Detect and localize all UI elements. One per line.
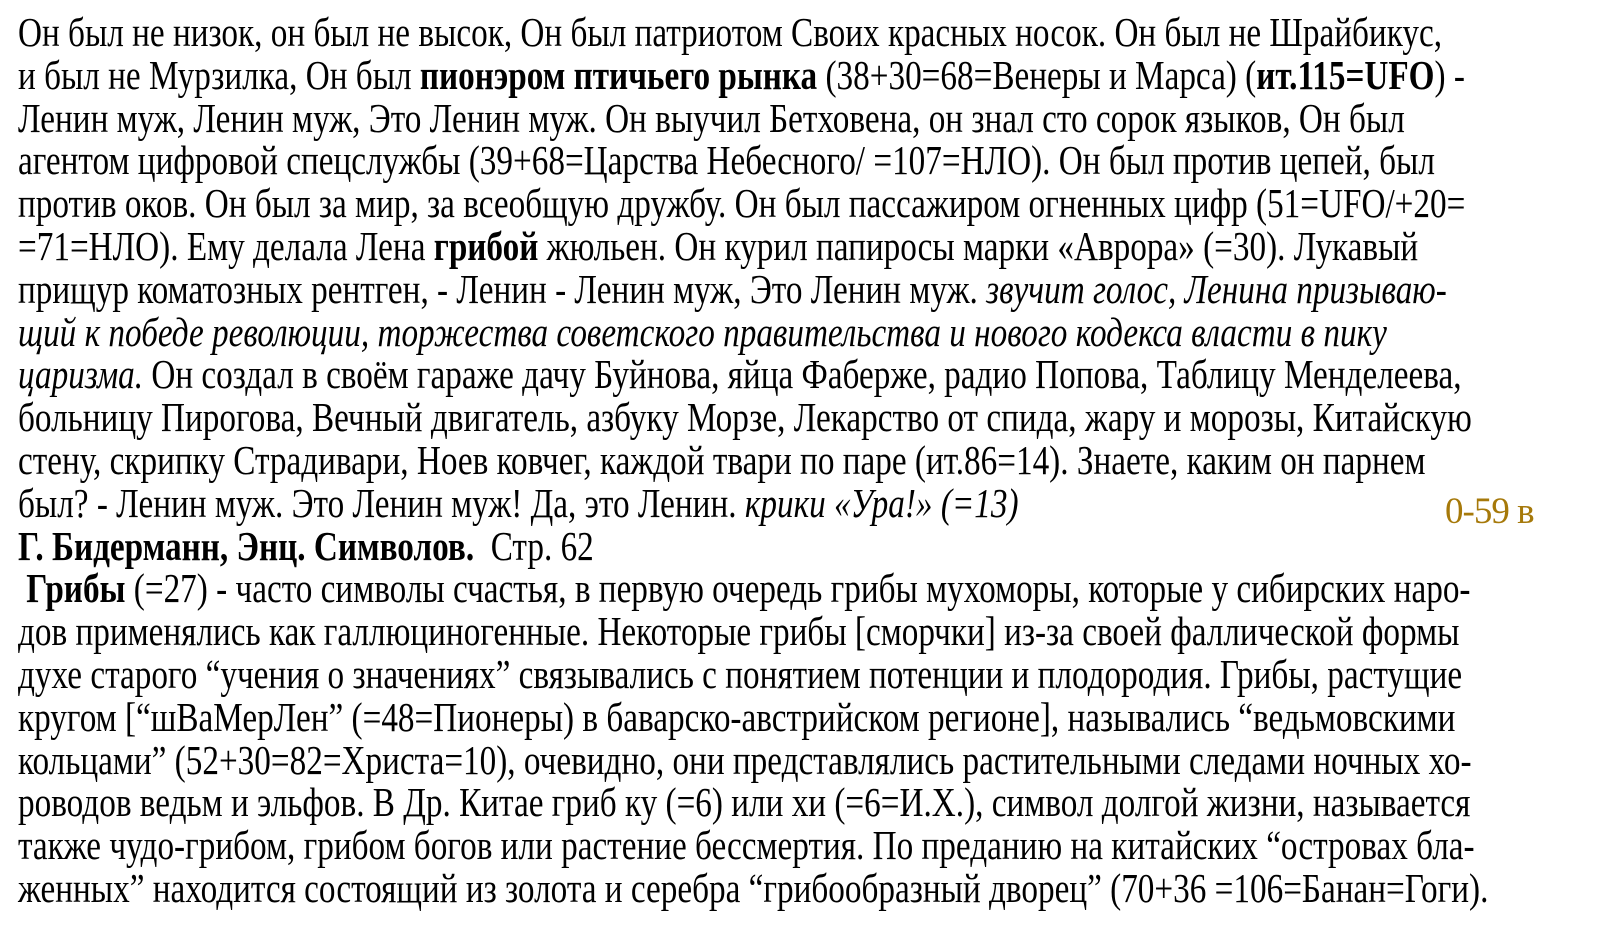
text-line xyxy=(18,610,1600,653)
text-line xyxy=(18,265,1600,312)
text-segment: кольцами” (52+30=82=Христа=10), очевидно, они представлялись растительными следами ночных хо- xyxy=(18,736,1472,783)
text-line xyxy=(18,522,1600,569)
text-line xyxy=(18,308,1600,355)
text-line xyxy=(18,353,1600,396)
text-line xyxy=(18,736,1600,783)
text-line xyxy=(18,567,1600,610)
text-segment: роводов ведьм и эльфов. В Др. Китае гриб ку (=6) или хи (=6=И.Х.), символ долгой жизни, называется xyxy=(18,779,1471,826)
text-segment: Он создал в своём гараже дачу Буйнова, яйца Фаберже, радио Попова, Таблицу Менделеева, xyxy=(143,351,1462,398)
text-segment: кругом [“шВаМерЛен” (=48=Пионеры) в баварско-австрийском регионе], назывались “ведьмовскими xyxy=(18,693,1456,740)
text-segment: агентом цифровой спецслужбы (39+68=Царства Небесного/ =107=НЛО). Он был против цепей, был xyxy=(18,137,1435,184)
page-marker: 0-59 в xyxy=(1445,491,1534,532)
text-line xyxy=(18,396,1600,439)
text-segment: грибой xyxy=(433,222,539,269)
text-segment: и был не Мурзилка, Он был xyxy=(18,51,420,98)
text-segment: (=27) - часто символы счастья, в первую очередь грибы мухоморы, которые у сибирских наро- xyxy=(125,565,1471,612)
text-line xyxy=(18,436,1600,483)
text-line xyxy=(18,650,1600,697)
text-segment: Грибы xyxy=(26,565,126,612)
text-block xyxy=(18,11,1600,910)
text-line xyxy=(18,824,1600,867)
text-segment: духе старого “учения о значениях” связывались с понятием потенции и плодородия. Грибы, растущие xyxy=(18,650,1463,697)
text-line xyxy=(18,864,1600,911)
text-line xyxy=(18,94,1600,141)
text-segment: ) - xyxy=(1434,51,1465,98)
text-line xyxy=(18,182,1600,225)
text-segment: Он был не низок, он был не высок, Он был патриотом Своих красных носок. Он был не Шрайбикус, xyxy=(18,9,1443,55)
text-line xyxy=(18,222,1600,269)
text-segment: крики «Ура!» (=13) xyxy=(744,479,1019,526)
text-line xyxy=(18,11,1600,54)
text-segment: =71=НЛО). Ему делала Лена xyxy=(18,222,434,269)
text-segment: Стр. 62 xyxy=(474,522,594,569)
text-segment: прищур коматозных рентген, - Ленин - Ленин муж, Это Ленин муж. xyxy=(18,265,987,312)
text-segment: звучит голос, Ленина призываю- xyxy=(986,265,1447,312)
text-segment: 115=UFO xyxy=(1297,51,1435,98)
text-segment: Ленин муж, Ленин муж, Это Ленин муж. Он выучил Бетховена, он знал сто сорок языков, Он был xyxy=(18,94,1405,141)
text-line xyxy=(18,693,1600,740)
text-segment: дов применялись как галлюциногенные. Некоторые грибы [сморчки] из-за своей фаллической формы xyxy=(18,608,1460,655)
text-segment: против оков. Он был за мир, за всеобщую дружбу. Он был пассажиром огненных цифр (51=UFO/+20= xyxy=(18,180,1466,227)
text-line xyxy=(18,479,1600,526)
text-segment: больницу Пирогова, Вечный двигатель, азбуку Морзе, Лекарство от спида, жару и морозы, Китайскую xyxy=(18,394,1472,441)
text-segment xyxy=(18,565,26,611)
text-segment: царизма. xyxy=(18,351,144,398)
text-segment: жюльен. Он курил папиросы марки «Аврора» (=30). Лукавый xyxy=(538,222,1419,269)
text-segment: (38+30=68=Венеры и Марса) ( xyxy=(817,51,1257,98)
text-segment: ит. xyxy=(1256,51,1298,98)
text-segment: также чудо-грибом, грибом богов или растение бессмертия. По преданию на китайских “островах бла- xyxy=(18,822,1475,869)
text-segment: женных” находится состоящий из золота и серебра “грибообразный дворец” (70+36 =106=Банан=Гоги). xyxy=(18,864,1489,911)
text-line xyxy=(18,781,1600,824)
text-segment: пионэром птичьего рынка xyxy=(419,51,818,98)
text-segment: щий к победе революции, торжества советского правительства и нового кодекса власти в пику xyxy=(18,308,1387,355)
text-line xyxy=(18,51,1600,98)
text-segment: стену, скрипку Страдивари, Ноев ковчег, каждой твари по паре (ит.86=14). Знаете, каким он парнем xyxy=(18,436,1426,483)
text-line xyxy=(18,139,1600,182)
text-segment: Г. Бидерманн, Энц. Символов. xyxy=(18,522,475,569)
text-segment: был? - Ленин муж. Это Ленин муж! Да, это Ленин. xyxy=(18,479,745,526)
